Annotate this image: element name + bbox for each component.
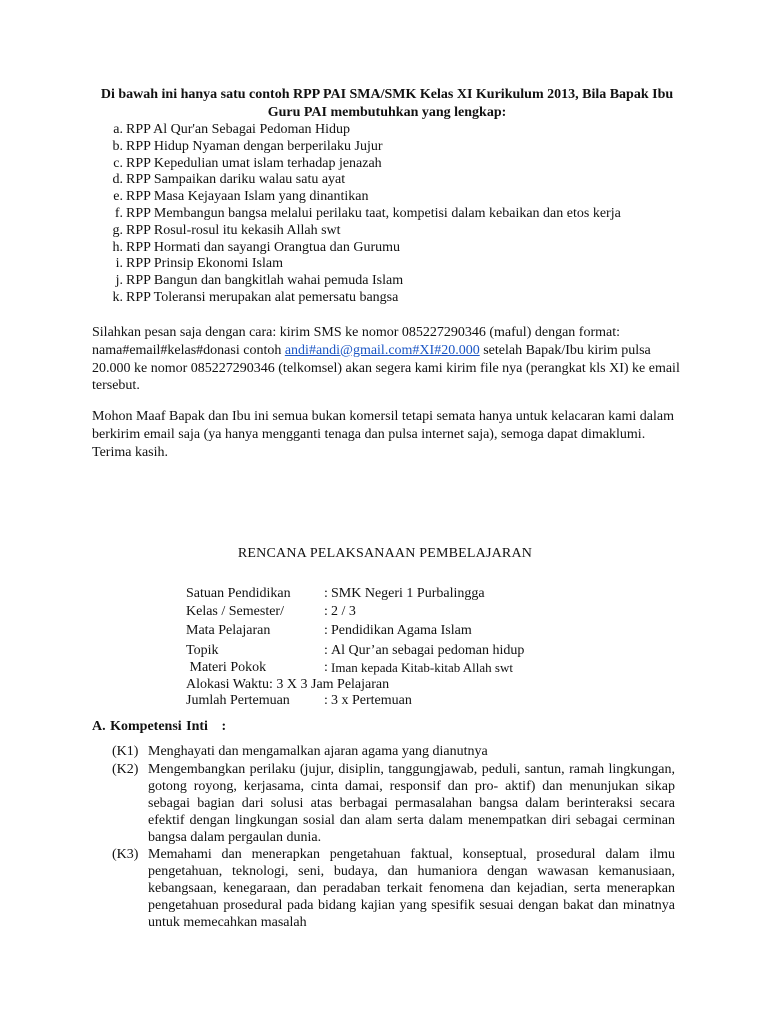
list-marker: i. [115,256,123,272]
identity-label: Satuan Pendidikan [186,586,291,601]
list-item [108,273,621,290]
list-item [108,206,621,223]
list-marker: j. [115,273,123,289]
order-info-text: Silahkan pesan saja dengan cara: kirim SMS ke nomor 085227290346 (maful) dengan format: nama#email#kelas#donasi contoh [92,325,620,358]
ki-item [112,743,675,760]
list-marker: d. [112,172,123,188]
intro-heading: Di bawah ini hanya satu contoh RPP PAI SMA/SMK Kelas XI Kurikulum 2013, Bila Bapak Ibu Guru PAI membutuhkan yang lengkap: [100,87,674,120]
list-item [108,139,621,156]
ki-item [112,846,675,931]
rpp-list [108,122,621,307]
list-item [108,240,621,257]
identity-separator: : [324,660,328,675]
list-item-text: RPP Prinsip Ekonomi Islam [126,256,284,272]
list-item [108,189,621,206]
list-item-text: RPP Toleransi merupakan alat pemersatu bangsa [126,289,399,305]
list-marker: b. [112,138,123,154]
identity-value: SMK Negeri 1 Purbalingga [331,586,485,601]
apology-paragraph: Mohon Maaf Bapak dan Ibu ini semua bukan komersil tetapi semata hanya untuk kelacaran kami dalam berkirim email saja (ya hanya mengganti tenaga dan pulsa internet saja), semoga dapat dimaklumi. Terima kasih. [92,409,674,460]
identity-separator: : [324,623,328,638]
order-info-paragraph [92,324,682,395]
identity-value: 3 x Pertemuan [331,693,412,708]
list-marker: a. [113,122,123,137]
list-marker: k. [112,289,123,305]
list-item [108,256,621,273]
identity-value: Pendidikan Agama Islam [331,623,472,638]
ki-text: Memahami dan menerapkan pengetahuan faktual, konseptual, prosedural dalam ilmu pengetahuan, teknologi, seni, budaya, dan humaniora dengan wawasan kemanusiaan, kebangsaan, kenegaraan, dan peradaban terkait fenomena dan kejadian, serta menerapkan pengetahuan prosedural pada bidang kajian yang spesifik sesuai dengan bakat dan minatnya untuk memecahkan masalah [148,847,675,930]
ki-text: Menghayati dan mengamalkan ajaran agama yang dianutnya [148,744,488,759]
list-item-text: RPP Bangun dan bangkitlah wahai pemuda Islam [126,273,404,289]
identity-label: Topik [186,643,219,658]
list-item-text: RPP Al Qur'an Sebagai Pedoman Hidup [126,122,351,137]
list-item-text: RPP Rosul-rosul itu kekasih Allah swt [126,222,341,238]
list-item-text: RPP Sampaikan dariku walau satu ayat [126,172,346,188]
list-item [108,156,621,173]
list-marker: g. [112,222,123,238]
ki-item [112,761,675,846]
list-marker: e. [113,189,123,205]
ki-code: (K1) [112,744,139,759]
identity-label: Kelas / Semester/ [186,604,284,619]
identity-label: Mata Pelajaran [186,623,271,638]
identity-separator: : [324,604,328,619]
identity-label: Alokasi Waktu: 3 X 3 Jam Pelajaran [186,677,390,692]
rpp-title: RENCANA PELAKSANAAN PEMBELAJARAN [237,546,533,561]
identity-label: Materi Pokok [186,660,267,675]
identity-label: Jumlah Pertemuan [186,693,290,708]
section-heading-kompetensi-inti: A. Kompetensi Inti : [92,719,227,734]
ki-code: (K3) [112,847,139,862]
identity-value: Iman kepada Kitab-kitab Allah swt [331,660,513,675]
order-info-text-end: setelah Bapak/Ibu kirim pulsa 20.000 ke nomor 085227290346 (telkomsel) akan segera kami kirim file nya (perangkat kls XI) ke email tersebut. [92,342,680,394]
list-item-text: RPP Hidup Nyaman dengan berperilaku Jujur [126,138,383,154]
list-item [108,223,621,240]
identity-separator: : [324,693,328,708]
list-item-text: RPP Kepedulian umat islam terhadap jenazah [126,155,382,171]
list-marker: c. [113,155,123,171]
identity-value: 2 / 3 [331,604,356,619]
list-item [108,290,621,307]
list-marker: f. [114,205,123,221]
list-item-text: RPP Masa Kejayaan Islam yang dinantikan [126,189,369,205]
ki-text: Mengembangkan perilaku (jujur, disiplin, tanggungjawab, peduli, santun, ramah lingkungan, gotong royong, kerjasama, cinta damai, responsif dan pro- aktif) dan menunjukan sikap sebagai bagian dari solusi atas berbagai permasalahan bangsa dalam berinteraksi secara efektif dengan lingkungan sosial dan alam serta dalam menempatkan diri sebagai cerminan bangsa dalam pergaulan dunia. [148,762,675,845]
list-item [108,172,621,189]
example-format-link[interactable]: andi#andi@gmail.com#XI#20.000 [284,342,480,358]
identity-value: Al Qur’an sebagai pedoman hidup [331,643,525,658]
identity-separator: : [324,586,328,601]
list-item [108,122,621,139]
list-item-text: RPP Hormati dan sayangi Orangtua dan Gurumu [126,239,400,255]
ki-code: (K2) [112,762,139,777]
identity-separator: : [324,643,328,658]
list-marker: h. [112,239,123,255]
list-item-text: RPP Membangun bangsa melalui perilaku taat, kompetisi dalam kebaikan dan etos kerja [126,205,621,221]
